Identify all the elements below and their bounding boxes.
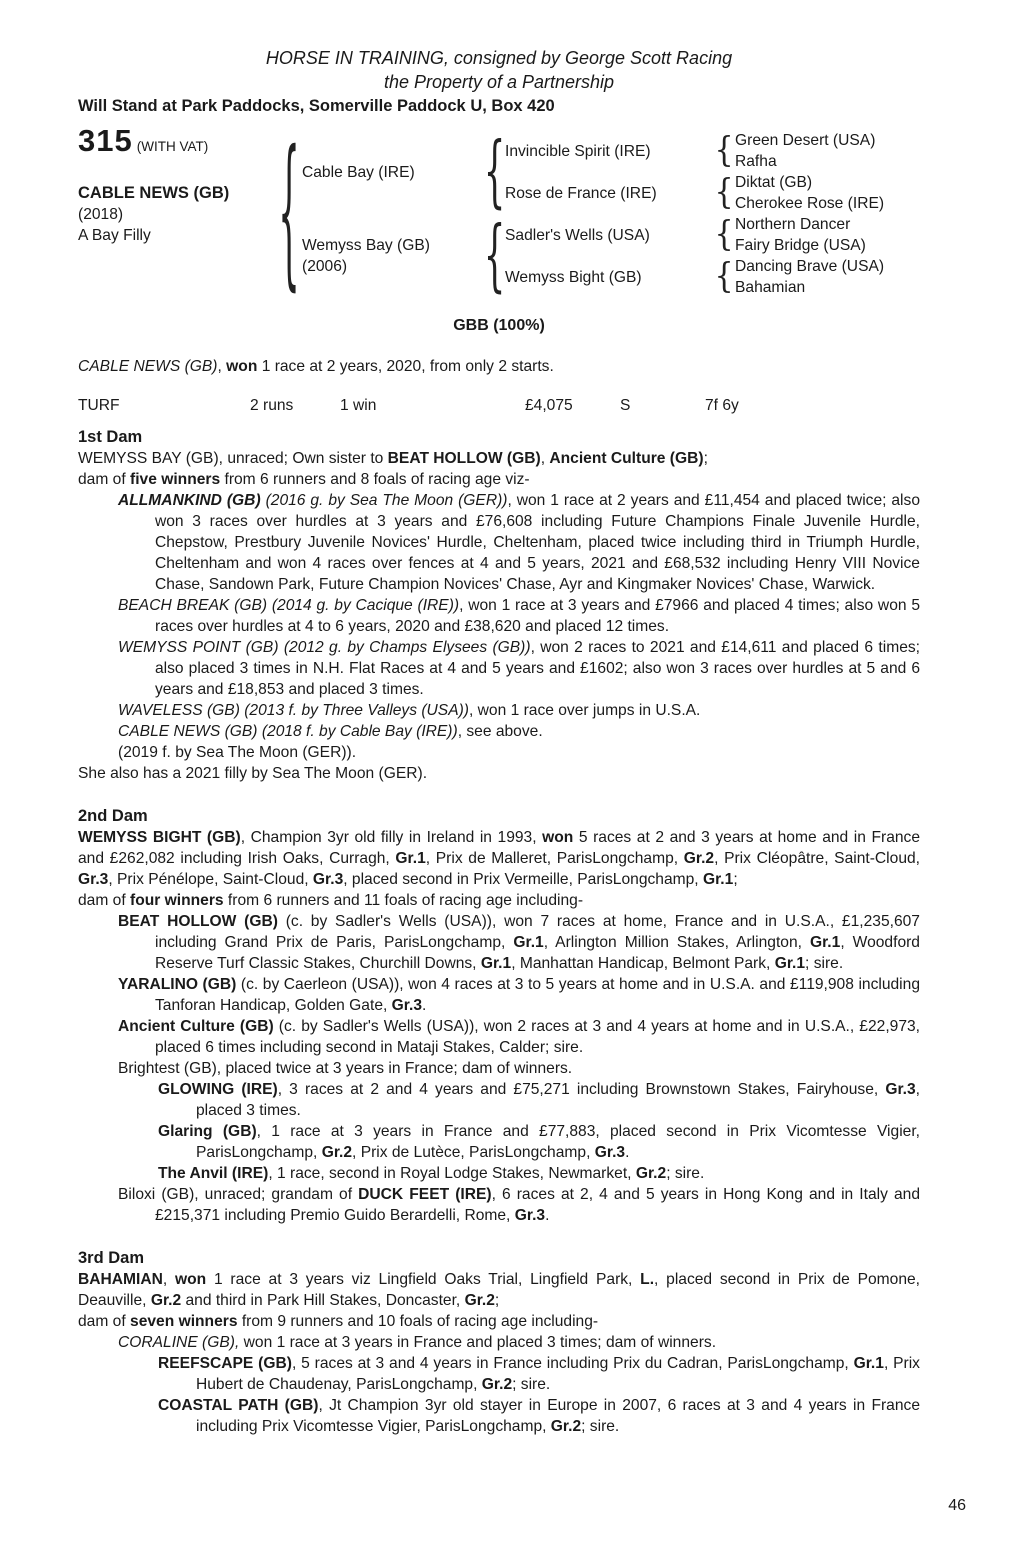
pedigree-brace: { xyxy=(483,210,506,302)
pedigree-block xyxy=(78,117,920,310)
heading-1st-dam: 1st Dam xyxy=(78,428,143,446)
race-summary: CABLE NEWS (GB), won 1 race at 2 years, 2020, from only 2 starts. xyxy=(78,358,554,375)
pedigree-brace: { xyxy=(714,256,734,297)
pedigree-brace: { xyxy=(714,130,734,171)
lot-number: 315 xyxy=(78,123,133,158)
horse-year: (2018) xyxy=(78,206,124,223)
pedigree-ancestor: Bahamian xyxy=(735,279,806,296)
para-reefscape: REEFSCAPE (GB), 5 races at 3 and 4 years in France including Prix du Cadran, ParisLongchamp, Gr.1, Prix Hubert de Chaudenay, ParisLongchamp, Gr.2; sire. xyxy=(158,1355,920,1393)
pedigree-tree xyxy=(276,117,920,310)
pedigree-brace: { xyxy=(278,117,300,310)
para-coastal-path: COASTAL PATH (GB), Jt Champion 3yr old stayer in Europe in 2007, 6 races at 3 and 4 years in France including Prix Vicomtesse Vigier, ParisLongchamp, Gr.2; sire. xyxy=(158,1397,921,1435)
record-wins: 1 win xyxy=(340,397,377,414)
para-coraline: CORALINE (GB), won 1 race at 3 years in France and placed 3 times; dam of winners. xyxy=(118,1334,717,1351)
record-surface: TURF xyxy=(78,397,120,414)
para-bahamian: BAHAMIAN, won 1 race at 3 years viz Lingfield Oaks Trial, Lingfield Park, L., placed second in Prix de Pomone, Deauville, Gr.2 and third in Park Hill Stakes, Doncaster, Gr.2; xyxy=(78,1271,921,1309)
pedigree-ancestor: Northern Dancer xyxy=(735,216,851,233)
para-ancient-culture: Ancient Culture (GB) (c. by Sadler's Wells (USA)), won 2 races at 3 and 4 years at home and in U.S.A., £22,973, placed 6 times including second in Mataji Stakes, Calder; sire. xyxy=(118,1018,921,1056)
para-wemyss-bight: WEMYSS BIGHT (GB), Champion 3yr old filly in Ireland in 1993, won 5 races at 2 and 3 years at home and in France and £262,082 including Irish Oaks, Curragh, Gr.1, Prix de Malleret, ParisLongchamp, Gr.2, Prix Cléopâtre, Saint-Cloud, Gr.3, Prix Pénélope, Saint-Cloud, Gr.3, placed second in Prix Vermeille, ParisLongchamp, Gr.1; xyxy=(78,829,921,888)
lot-and-horse xyxy=(78,123,276,298)
pedigree-ancestor: Green Desert (USA) xyxy=(735,132,876,149)
dam-name xyxy=(302,235,484,277)
stand-location: Will Stand at Park Paddocks, Somerville Paddock U, Box 420 xyxy=(78,97,555,115)
section-2nd-dam xyxy=(78,806,920,1226)
pedigree-ancestor: Cherokee Rose (IRE) xyxy=(735,195,885,212)
record-distance: 7f 6y xyxy=(705,397,739,414)
dam-sire: Sadler's Wells (USA) xyxy=(505,226,650,244)
para-beach-break: BEACH BREAK (GB) (2014 g. by Cacique (IRE)), won 1 race at 3 years and £7966 and placed 4 times; also won 5 races over hurdles at 4 to 6 years, 2020 and £38,620 and placed 12 times. xyxy=(118,597,920,635)
para-she-also: She also has a 2021 filly by Sea The Moon (GER). xyxy=(78,765,428,782)
para-the-anvil: The Anvil (IRE), 1 race, second in Royal Lodge Stakes, Newmarket, Gr.2; sire. xyxy=(158,1165,705,1182)
para-glaring: Glaring (GB), 1 race at 3 years in France and £77,883, placed second in Prix Vicomtesse Vigier, ParisLongchamp, Gr.2, Prix de Lutèce, ParisLongchamp, Gr.3. xyxy=(158,1123,921,1161)
heading-3rd-dam: 3rd Dam xyxy=(78,1249,145,1267)
para-brightest: Brightest (GB), placed twice at 3 years in France; dam of winners. xyxy=(118,1060,573,1077)
pedigree-brace: { xyxy=(483,126,506,218)
para-wemyss-point: WEMYSS POINT (GB) (2012 g. by Champs Elysees (GB)), won 2 races to 2021 and £14,611 and placed 6 times; also placed 3 times in N.H. Flat Races at 4 and 5 years and £1602; also won 3 races over hurdles at 5 and 6 years and £18,853 and placed 3 times. xyxy=(118,639,920,698)
para-dam-of-five: dam of five winners from 6 runners and 8 foals of racing age viz- xyxy=(78,471,530,488)
section-1st-dam xyxy=(78,427,920,784)
gbb-label: GBB (100%) xyxy=(453,317,545,334)
sire-sire: Invincible Spirit (IRE) xyxy=(505,142,651,160)
para-dam-of-seven: dam of seven winners from 9 runners and 10 foals of racing age including- xyxy=(78,1313,599,1330)
para-biloxi: Biloxi (GB), unraced; grandam of DUCK FEET (IRE), 6 races at 2, 4 and 5 years in Hong Kong and in Italy and £215,371 including Premio Guido Berardelli, Rome, Gr.3. xyxy=(118,1186,920,1224)
dam-year: (2006) xyxy=(302,258,348,275)
para-yaralino: YARALINO (GB) (c. by Caerleon (USA)), won 4 races at 3 to 5 years at home and in U.S.A. and £119,908 including Tanforan Handicap, Golden Gate, Gr.3. xyxy=(118,976,920,1014)
record-runs: 2 runs xyxy=(250,397,294,414)
pedigree-ancestor: Dancing Brave (USA) xyxy=(735,258,885,275)
consignment-title: HORSE IN TRAINING, consigned by George Scott Racing xyxy=(265,48,733,68)
para-waveless: WAVELESS (GB) (2013 f. by Three Valleys (USA)), won 1 race over jumps in U.S.A. xyxy=(118,702,701,719)
horse-name: CABLE NEWS (GB) xyxy=(78,184,230,202)
pedigree-ancestor: Fairy Bridge (USA) xyxy=(735,237,866,254)
race-record-row xyxy=(78,395,920,416)
para-dam-of-four: dam of four winners from 6 runners and 11 foals of racing age including- xyxy=(78,892,584,909)
para-cable-news: CABLE NEWS (GB) (2018 f. by Cable Bay (IRE)), see above. xyxy=(118,723,543,740)
pedigree-brace: { xyxy=(714,172,734,213)
para-wemyss-bay: WEMYSS BAY (GB), unraced; Own sister to BEAT HOLLOW (GB), Ancient Culture (GB); xyxy=(78,450,708,467)
record-earnings: £4,075 xyxy=(525,397,573,414)
heading-2nd-dam: 2nd Dam xyxy=(78,807,148,825)
para-allmankind: ALLMANKIND (GB) (2016 g. by Sea The Moon (GER)), won 1 race at 2 years and £11,454 and placed twice; also won 3 races over hurdles at 3 years and £76,608 including Future Champions Finale Juvenile Hurdle, Chepstow, Prestbury Juvenile Novices' Hurdle, Cheltenham, placed twice including third in Triumph Hurdle, Cheltenham and won 4 races over fences at 4 and 5 years, 2021 and £68,532 including Henry VIII Novice Chase, Sandown Park, Future Champion Novices' Chase, Ayr and Kingmaker Novices' Chase, Warwick. xyxy=(118,492,920,593)
sire-name: Cable Bay (IRE) xyxy=(302,163,415,181)
record-going: S xyxy=(620,397,631,414)
pedigree-ancestor: Rafha xyxy=(735,153,777,170)
lot-line xyxy=(78,123,276,158)
page-number: 46 xyxy=(948,1497,966,1514)
section-3rd-dam xyxy=(78,1248,920,1437)
dam-name-text: Wemyss Bay (GB) xyxy=(302,237,430,254)
dam-dam: Wemyss Bight (GB) xyxy=(505,268,642,286)
sire-dam: Rose de France (IRE) xyxy=(505,184,657,202)
para-2019-foal: (2019 f. by Sea The Moon (GER)). xyxy=(118,744,357,761)
pedigree-brace: { xyxy=(714,214,734,255)
property-line: the Property of a Partnership xyxy=(383,72,615,92)
pedigree-ancestor: Diktat (GB) xyxy=(735,174,813,191)
horse-block xyxy=(78,183,276,246)
horse-sex: A Bay Filly xyxy=(78,227,151,244)
vat-note: (WITH VAT) xyxy=(136,139,209,154)
para-glowing: GLOWING (IRE), 3 races at 2 and 4 years and £75,271 including Brownstown Stakes, Fairyhouse, Gr.3, placed 3 times. xyxy=(158,1081,920,1119)
para-beat-hollow: BEAT HOLLOW (GB) (c. by Sadler's Wells (USA)), won 7 races at home, France and in U.S.A., £1,235,607 including Grand Prix de Paris, ParisLongchamp, Gr.1, Arlington Million Stakes, Arlington, Gr.1, Woodford Reserve Turf Classic Stakes, Churchill Downs, Gr.1, Manhattan Handicap, Belmont Park, Gr.1; sire. xyxy=(118,913,920,972)
